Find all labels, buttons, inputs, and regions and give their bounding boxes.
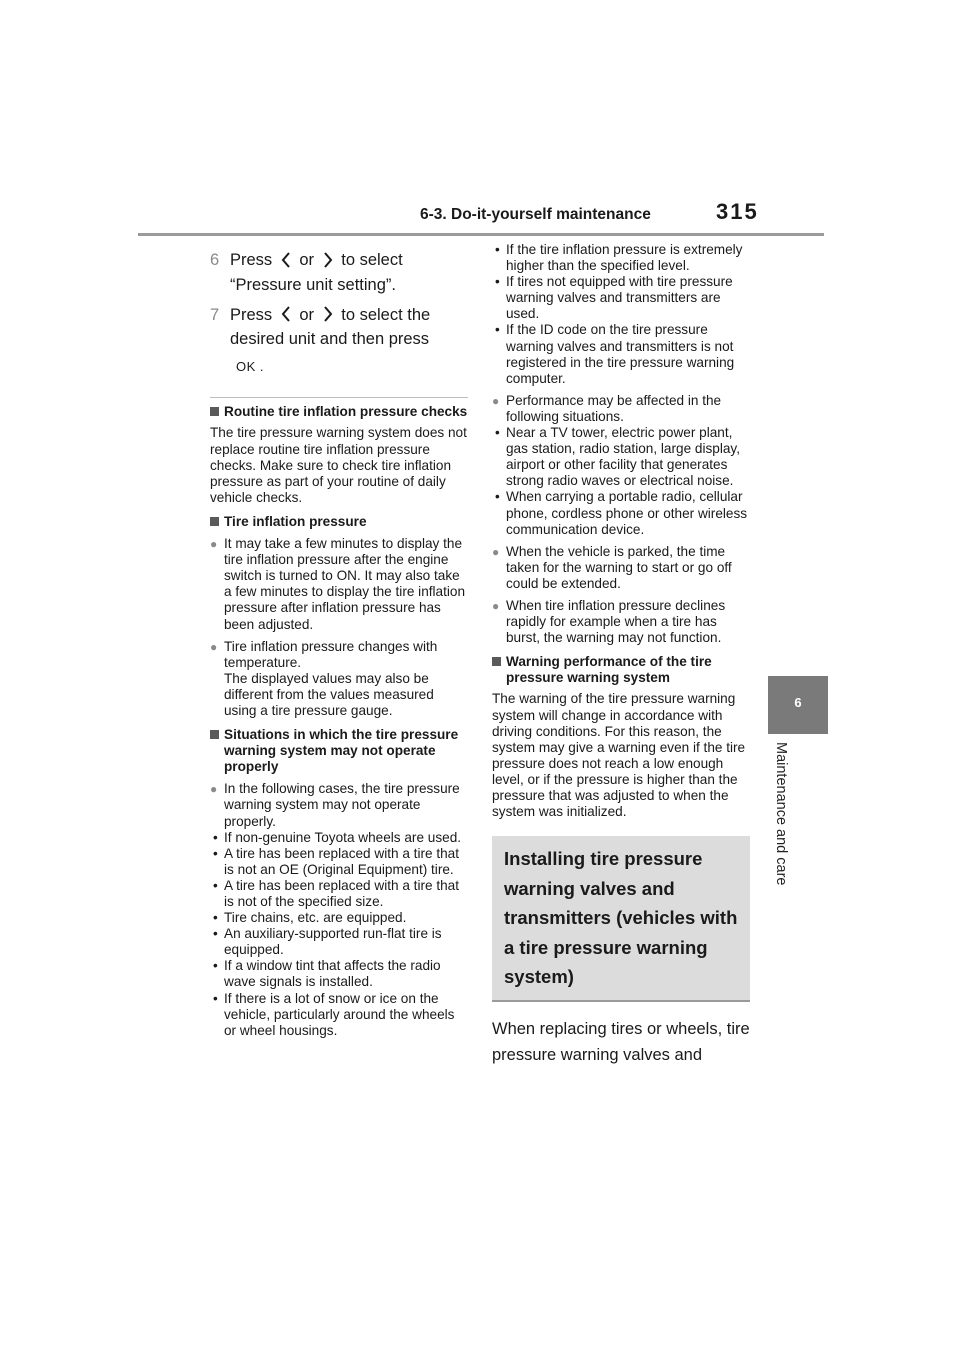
step-text: or (299, 251, 315, 269)
step-text: to select (341, 251, 403, 269)
square-bullet-icon (210, 514, 224, 530)
step-text: or (299, 305, 315, 324)
chapter-label: Maintenance and care (773, 742, 789, 886)
dot-bullet: • (213, 877, 218, 893)
circle-bullet-icon: ● (492, 544, 500, 559)
item-text: A tire has been replaced with a tire that is not an OE (Original Equipment) tire. (224, 845, 460, 877)
item-text-line: Tire inflation pressure changes with temperature. (224, 638, 438, 670)
list-item (210, 536, 468, 633)
item-text: If there is a lot of snow or ice on the vehicle, particularly around the wheels or wheel housings. (224, 990, 455, 1038)
item-text: Tire chains, etc. are equipped. (224, 910, 407, 926)
item-text: If a window tint that affects the radio wave signals is installed. (224, 958, 441, 990)
sub-item (210, 846, 468, 878)
dot-bullet: • (495, 489, 500, 505)
section-heading (492, 654, 750, 686)
header-rule (138, 233, 824, 236)
paragraph: When replacing tires or wheels, tire pressure warning valves and (492, 1019, 750, 1064)
step-text: Press (230, 305, 273, 324)
dot-bullet: • (495, 242, 500, 257)
ok-tail: . (259, 359, 265, 375)
item-text: If the ID code on the tire pressure warning valves and transmitters is not registered in the tire pressure warning computer. (506, 322, 735, 386)
list-item (492, 598, 750, 646)
item-text: When tire inflation pressure declines rapidly for example when a tire has burst, the warning may not function. (506, 597, 726, 646)
step-text: desired unit and then press (230, 330, 430, 349)
item-text: A tire has been replaced with a tire that is not of the specified size. (224, 877, 460, 909)
heading-text: Situations in which the tire pressure warning system may not operate properly (224, 727, 459, 775)
circle-bullet-icon: ● (210, 537, 218, 552)
divider (210, 397, 468, 398)
circle-bullet-icon: ● (210, 639, 218, 654)
dot-bullet: • (213, 910, 218, 926)
sub-item (210, 991, 468, 1039)
dot-bullet: • (213, 990, 218, 1006)
ok-line (236, 359, 468, 375)
item-text (224, 639, 468, 719)
list-item (210, 781, 468, 829)
list-item (210, 639, 468, 719)
chevron-right-icon (319, 249, 337, 273)
paragraph: The warning of the tire pressure warning system will change in accordance with driving conditions. For this reason, the system may give a warning even if the tire pressure does not reach a low enough level, or if the pressure is higher than the pressure that was adjusted to when the system was initialized. (492, 691, 746, 820)
section-heading (210, 727, 468, 775)
sub-item (492, 274, 750, 322)
item-text: If non-genuine Toyota wheels are used. (224, 829, 462, 845)
sub-item (210, 830, 468, 846)
item-text: Near a TV tower, electric power plant, gas station, radio station, large display, airport or other facility that generates strong radio waves or electrical noise. (506, 425, 740, 489)
dot-bullet: • (213, 958, 218, 974)
chevron-left-icon (277, 249, 295, 273)
item-text-line: The displayed values may also be different from the values measured using a tire pressure gauge. (224, 670, 434, 718)
square-bullet-icon (492, 654, 506, 686)
step-7 (210, 303, 468, 352)
item-text: When the vehicle is parked, the time taken for the warning to start or go off could be extended. (506, 543, 732, 591)
sub-item (492, 322, 750, 386)
dot-bullet: • (495, 425, 500, 441)
section-heading (210, 514, 468, 530)
sub-item (492, 489, 750, 537)
item-text: If the tire inflation pressure is extremely higher than the specified level. (506, 242, 743, 274)
list-item (492, 393, 750, 425)
section-heading (210, 404, 468, 420)
dot-bullet: • (213, 845, 218, 861)
heading-text: Tire inflation pressure (224, 513, 367, 529)
item-text: If tires not equipped with tire pressure warning valves and transmitters are used. (506, 274, 733, 322)
sub-item (210, 926, 468, 958)
page-number: 315 (716, 199, 759, 224)
chevron-left-icon (277, 303, 295, 327)
step-6 (210, 248, 468, 297)
heading-text: Routine tire inflation pressure checks (224, 404, 468, 420)
item-text: An auxiliary-supported run-flat tire is equipped. (224, 926, 442, 958)
section-title: 6-3. Do-it-yourself maintenance (420, 206, 651, 223)
section-callout: Installing tire pressure warning valves and transmitters (vehicles with a tire pressure warning system) (492, 836, 750, 1002)
square-bullet-icon (210, 404, 224, 420)
chapter-label-container (770, 742, 792, 910)
sub-item (210, 910, 468, 926)
sub-item (210, 878, 468, 910)
item-text: Performance may be affected in the following situations. (506, 392, 722, 424)
sub-item (492, 242, 750, 274)
sub-item (492, 425, 750, 489)
circle-bullet-icon: ● (492, 598, 500, 613)
step-text: Press (230, 251, 273, 269)
right-column (492, 242, 750, 1068)
dot-bullet: • (213, 829, 218, 845)
dot-bullet: • (495, 322, 500, 338)
step-text: “Pressure unit setting”. (230, 275, 396, 294)
paragraph: The tire pressure warning system does not replace routine tire inflation pressure checks. Make sure to check tire inflation pressure as part of your routine of daily vehicle checks. (210, 425, 467, 505)
heading-text: Warning performance of the tire pressure warning system (506, 654, 712, 686)
left-column (210, 248, 468, 1039)
list-item (492, 544, 750, 592)
chapter-number: 6 (794, 695, 802, 710)
dot-bullet: • (213, 926, 218, 942)
item-text: In the following cases, the tire pressure warning system may not operate properly. (224, 781, 460, 829)
item-text: When carrying a portable radio, cellular phone, cordless phone or other wireless communication device. (506, 489, 748, 537)
square-bullet-icon (210, 727, 224, 775)
item-text: It may take a few minutes to display the tire inflation pressure after the engine switch is turned to ON. It may also take a few minutes to display the tire inflation pressure after inflation pressure has been adjusted. (224, 536, 466, 632)
circle-bullet-icon: ● (492, 393, 500, 408)
ok-button-glyph: OK (236, 359, 256, 375)
circle-bullet-icon: ● (210, 782, 218, 797)
chevron-right-icon (319, 303, 337, 327)
dot-bullet: • (495, 274, 500, 290)
sub-item (210, 958, 468, 990)
step-text: to select the (341, 305, 431, 324)
step-number: 7 (210, 305, 220, 324)
step-number: 6 (210, 251, 220, 269)
